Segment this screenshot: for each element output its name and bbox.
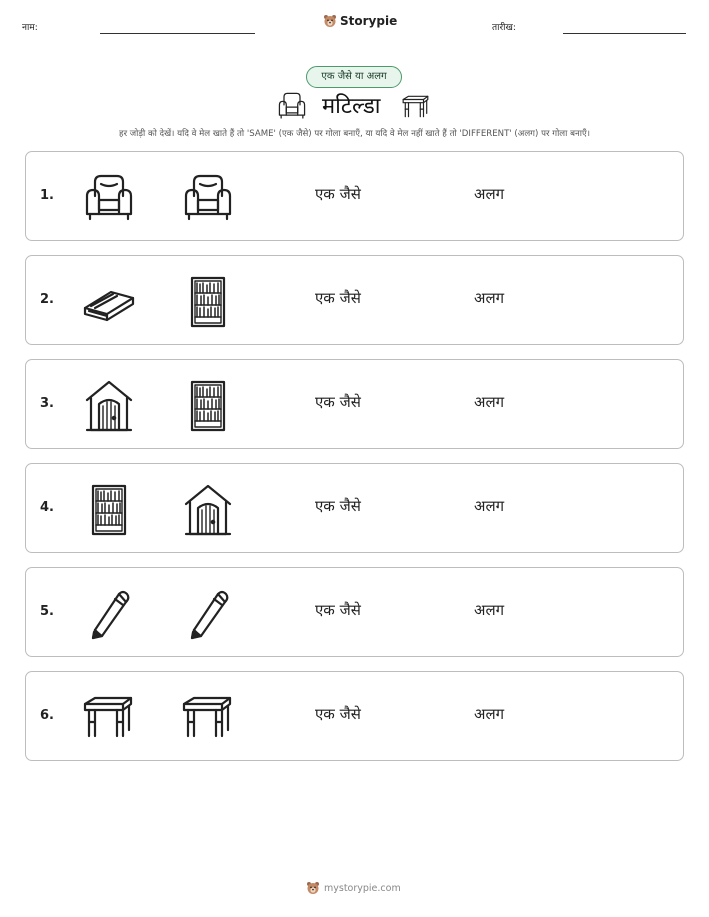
footer-url: mystorypie.com	[324, 882, 401, 894]
shed-icon	[180, 482, 236, 538]
armchair-icon	[180, 170, 236, 226]
question-number: 3.	[40, 396, 54, 411]
worksheet-type-badge: एक जैसे या अलग	[306, 66, 402, 88]
date-field[interactable]	[563, 33, 686, 34]
option-same[interactable]: एक जैसे	[315, 705, 361, 723]
pencil-icon	[180, 586, 236, 642]
bookshelf-icon	[81, 482, 137, 538]
instructions: हर जोड़ी को देखें। यदि वे मेल खाते हैं तो 'SAME' (एक जैसे) पर गोला बनाएँ, या यदि वे मेल नहीं खाते हैं तो 'DIFFERENT' (अलग) पर गोला बनाएँ।	[119, 129, 590, 139]
book-icon	[81, 274, 137, 330]
option-same[interactable]: एक जैसे	[315, 601, 361, 619]
armchair-icon	[81, 170, 137, 226]
page-title: मटिल्डा	[322, 94, 381, 119]
table-icon	[81, 690, 137, 746]
armchair-icon	[276, 90, 308, 122]
bookshelf-icon	[180, 274, 236, 330]
bookshelf-icon	[180, 378, 236, 434]
footer	[306, 881, 401, 895]
option-different[interactable]: अलग	[474, 185, 505, 203]
question-number: 6.	[40, 708, 54, 723]
question-number: 5.	[40, 604, 54, 619]
option-same[interactable]: एक जैसे	[315, 185, 361, 203]
question-row	[25, 567, 684, 657]
option-different[interactable]: अलग	[474, 393, 505, 411]
table-icon	[400, 92, 432, 122]
shed-icon	[81, 378, 137, 434]
date-label: तारीख:	[492, 23, 516, 33]
option-same[interactable]: एक जैसे	[315, 289, 361, 307]
option-different[interactable]: अलग	[474, 601, 505, 619]
bear-icon	[323, 14, 337, 28]
question-number: 4.	[40, 500, 54, 515]
name-field[interactable]	[100, 33, 255, 34]
brand-logo	[323, 14, 397, 28]
option-same[interactable]: एक जैसे	[315, 497, 361, 515]
brand-name: Storypie	[340, 14, 398, 28]
name-label: नाम:	[22, 23, 38, 33]
bear-icon	[306, 881, 320, 895]
option-different[interactable]: अलग	[474, 705, 505, 723]
question-row	[25, 255, 684, 345]
table-icon	[180, 690, 236, 746]
question-row	[25, 463, 684, 553]
question-number: 2.	[40, 292, 54, 307]
question-number: 1.	[40, 188, 54, 203]
question-row	[25, 151, 684, 241]
question-row	[25, 671, 684, 761]
pencil-icon	[81, 586, 137, 642]
option-same[interactable]: एक जैसे	[315, 393, 361, 411]
option-different[interactable]: अलग	[474, 497, 505, 515]
option-different[interactable]: अलग	[474, 289, 505, 307]
question-row	[25, 359, 684, 449]
